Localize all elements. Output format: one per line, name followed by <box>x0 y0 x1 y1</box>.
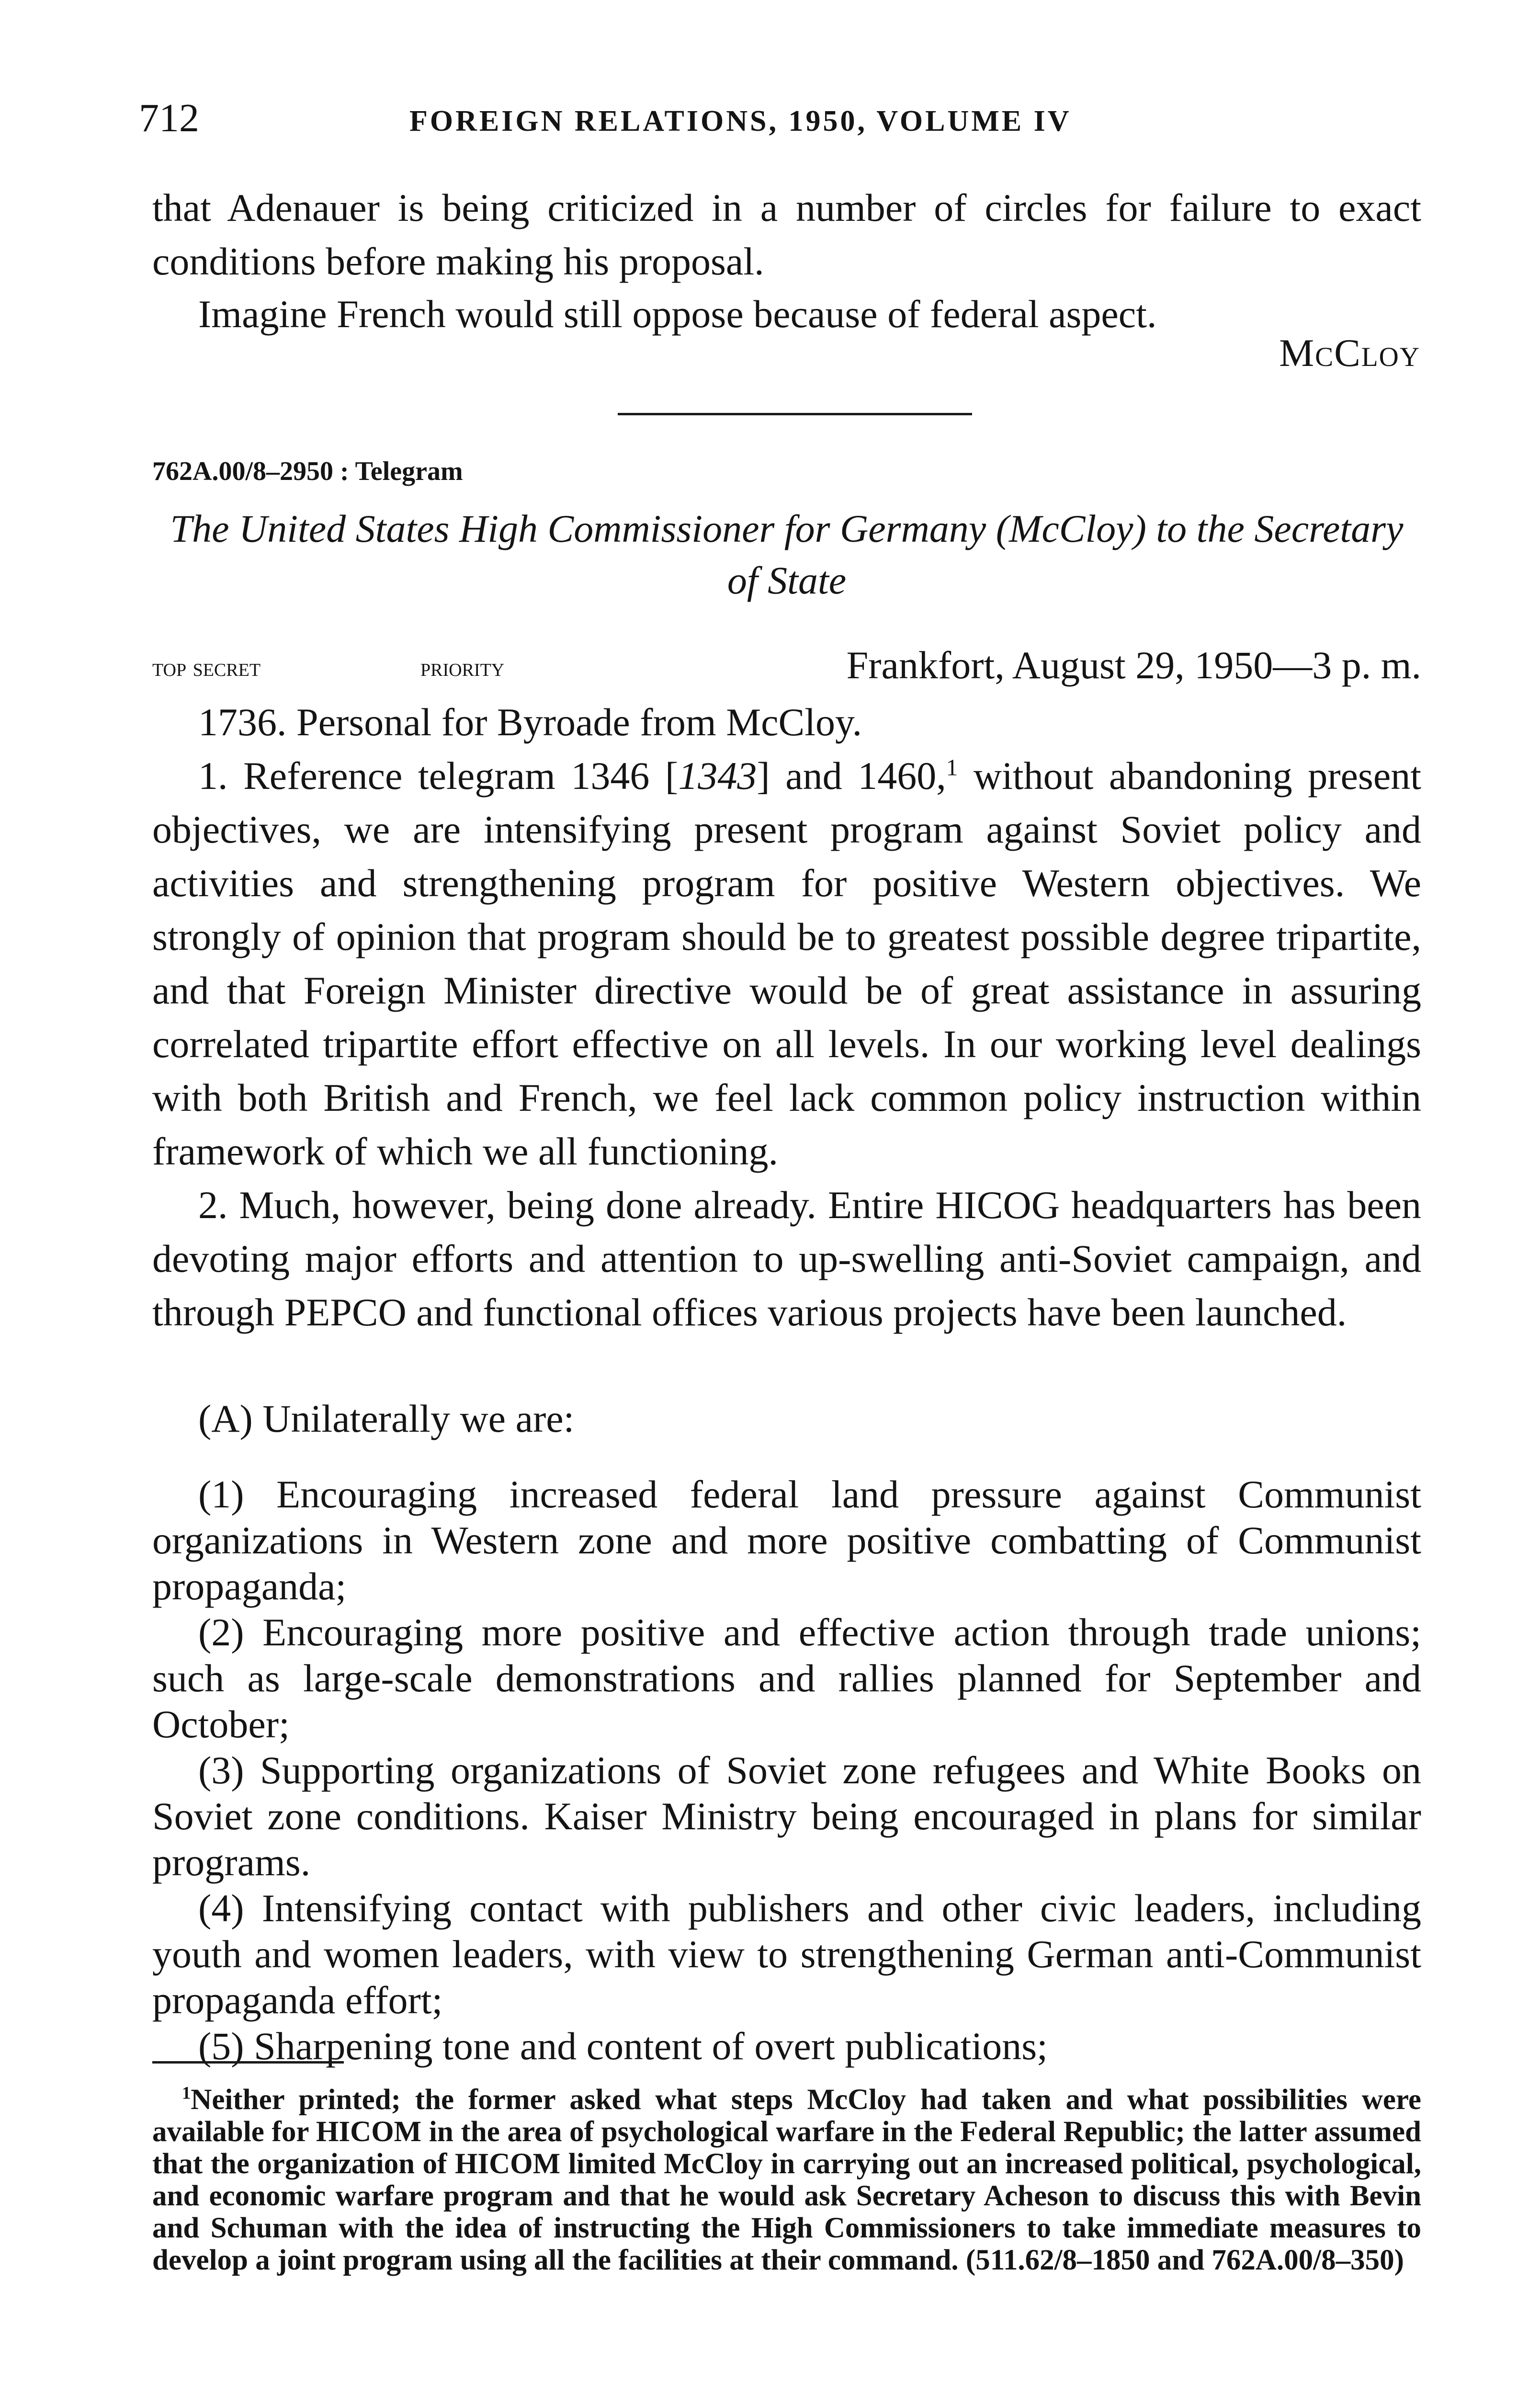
section-divider <box>618 413 972 415</box>
page-number: 712 <box>139 96 199 140</box>
priority: priority <box>420 653 505 682</box>
document-title: The United States High Commissioner for Germany (McCloy) to the Secretary of State <box>170 507 1404 602</box>
paragraph-1-mid: ] and 1460, <box>757 754 946 798</box>
list-item: (5) Sharpening tone and content of overt publications; <box>198 2024 1048 2068</box>
telegram-header <box>152 643 1421 691</box>
footnote-rule <box>152 2061 344 2064</box>
corrected-reference: 1343 <box>678 754 757 798</box>
classification: top secret <box>152 653 261 682</box>
action-list <box>152 1471 1421 2069</box>
signature: McCloy <box>1279 331 1420 375</box>
running-title: FOREIGN RELATIONS, 1950, VOLUME IV <box>409 105 1072 137</box>
telegram-number: 1736. Personal for Byroade from McCloy. <box>198 700 862 744</box>
paragraph-1 <box>152 749 1421 1178</box>
prev-doc-paragraph: that Adenauer is being criticized in a number of circles for failure to exact conditions before making his proposal. <box>152 186 1421 283</box>
file-code: 762A.00/8–2950 : Telegram <box>152 456 463 486</box>
subsection-a: (A) Unilaterally we are: <box>198 1397 575 1440</box>
list-item: (2) Encouraging more positive and effective action through trade unions; such as large-scale demonstrations and rallies planned for September and October; <box>152 1610 1421 1746</box>
footnote-ref: 1 <box>946 754 958 781</box>
footnote-text: Neither printed; the former asked what steps McCloy had taken and what possibilities were available for HICOM in the area of psychological warfare in the Federal Republic; the latter assumed that the organization of HICOM limited McCloy in carrying out an increased political, psychological, and economic warfare program and that he would ask Secretary Acheson to discuss this with Bevin and Schuman with the idea of instructing the High Commissioners to take immediate measures to develop a joint program using all the facilities at their command. (511.62/8–1850 and 762A.00/8–350) <box>152 2084 1421 2276</box>
paragraph-2: 2. Much, however, being done already. Entire HICOG headquarters has been devoting major efforts and attention to up-swelling anti-Soviet campaign, and through PEPCO and functional offices various projects have been launched. <box>152 1183 1421 1334</box>
list-item: (3) Supporting organizations of Soviet zone refugees and White Books on Soviet zone conditions. Kaiser Ministry being encouraged in plans for similar programs. <box>152 1748 1421 1884</box>
footnote <box>152 2084 1421 2276</box>
place-date: Frankfort, August 29, 1950—3 p. m. <box>846 643 1421 687</box>
paragraph-1-start: 1. Reference telegram 1346 [ <box>198 754 679 798</box>
list-item: (4) Intensifying contact with publishers and other civic leaders, including youth and women leaders, with view to strengthening German anti-Communist propaganda effort; <box>152 1886 1421 2022</box>
footnote-marker: 1 <box>182 2083 191 2103</box>
paragraph-1-rest: without abandoning present objectives, we are intensifying present program against Soviet policy and activities and strengthening program for positive Western objectives. We strongly of opinion that program should be to greatest possible degree tripartite, and that Foreign Minister directive would be of great assistance in assuring correlated tripartite effort effective on all levels. In our working level dealings with both British and French, we feel lack common policy instruction within framework of which we all functioning. <box>152 754 1422 1173</box>
list-item: (1) Encouraging increased federal land pressure against Communist organizations in Western zone and more positive combatting of Communist propaganda; <box>152 1472 1421 1608</box>
prev-doc-closing-paragraph: Imagine French would still oppose because of federal aspect. <box>198 292 1157 336</box>
